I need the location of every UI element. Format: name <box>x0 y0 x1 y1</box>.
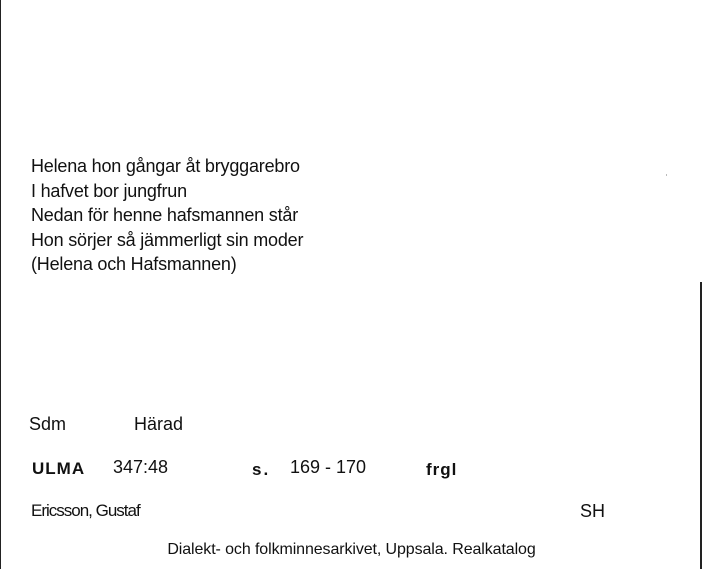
signum-value: 347:48 <box>113 457 169 477</box>
collector-code: SH <box>580 501 606 521</box>
page-label: s. <box>252 460 271 479</box>
verse-line: Helena hon gångar åt bryggarebro <box>31 156 300 176</box>
archive-label: ULMA <box>32 459 86 478</box>
archive-footer: Dialekt- och folkminnesarkivet, Uppsala. Realkatalog <box>167 541 536 558</box>
genre-label: frgl <box>426 460 458 479</box>
verse-title: (Helena och Hafsmannen) <box>31 254 237 274</box>
verse-line: Nedan för henne hafsmannen står <box>31 205 298 225</box>
page-range: 169 - 170 <box>290 457 367 477</box>
harad-label: Härad <box>134 414 184 434</box>
card-right-edge <box>700 282 702 569</box>
scan-speck <box>666 174 667 176</box>
verse-text <box>31 154 303 277</box>
region-label: Sdm <box>29 414 67 434</box>
verse-line: I hafvet bor jungfrun <box>31 180 187 201</box>
card-left-edge <box>0 0 1 569</box>
collector-name: Ericsson, Gustaf <box>31 501 140 520</box>
verse-line: Hon sörjer så jämmerligt sin moder <box>31 229 304 250</box>
